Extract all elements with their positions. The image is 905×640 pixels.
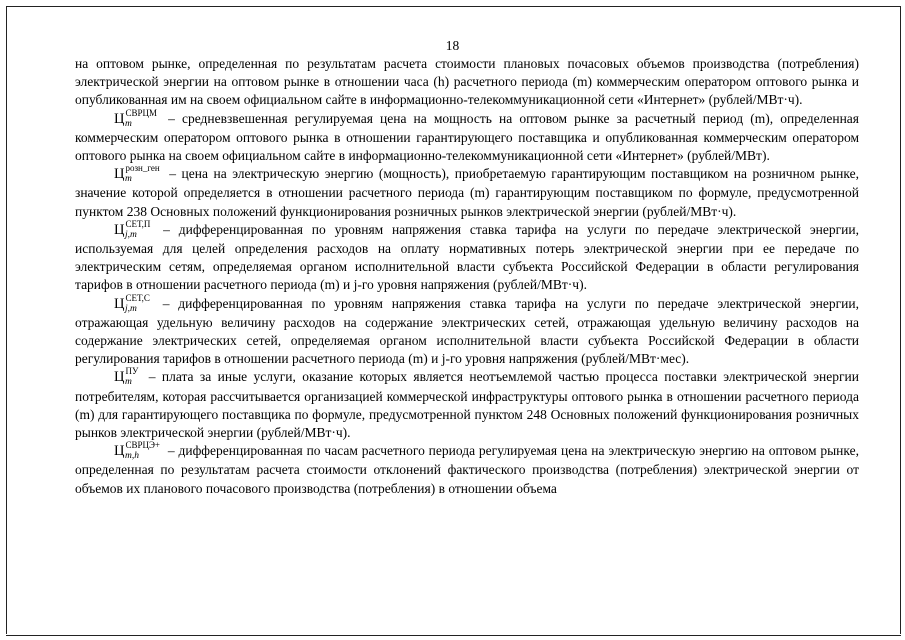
scan-border-right: [900, 6, 901, 634]
formula-symbol: [114, 218, 154, 240]
definition-text: – дифференцированная по уровням напряжения ставка тарифа на услуги по передаче электрической энергии, используемая для целей определения расходов на оплату нормативных потерь электрической энергии при ее передаче по электрическим сетям, определяемая органом исполнительной власти субъекта Российской Федерации в области регулирования тарифов в отношении расчетного периода (m) и j-го уровня напряжения (рублей/МВт·ч).: [75, 221, 859, 293]
symbol-base: Ц: [114, 110, 125, 127]
definition-text: – цена на электрическую энергию (мощность), приобретаемую гарантирующим поставщиком на розничном рынке, значение которой определяется в отношении расчетного периода (m) гарантирующим поставщиком по формуле, предусмотренной пунктом 238 Основных положений функционирования розничных рынков электрической энергии (рублей/МВт·ч).: [75, 166, 859, 219]
scan-border-top: [6, 6, 901, 7]
definition-svrcm: [75, 107, 859, 166]
symbol-base: Ц: [114, 221, 125, 238]
symbol-superscript: ПУ: [125, 366, 139, 377]
paragraph-text: на оптовом рынке, определенная по результатам расчета стоимости плановых почасовых объемов производства (потребления) электрической энергии на оптовом рынке в отношении часа (h) расчетного периода (m) коммерческим оператором оптового рынка и опубликованная им на своем официальном сайте в информационно-телекоммуникационной сети «Интернет» (рублей/МВт·ч).: [75, 56, 859, 108]
symbol-base: Ц: [114, 295, 125, 312]
definition-text: – дифференцированная по часам расчетного периода регулируемая цена на электрическую энергию на оптовом рынке, определенная по результатам расчета стоимости отклонений фактического производства (потребления) электрической энергии от объемов их планового почасового производства (потребления) в отношении объема: [75, 443, 859, 496]
symbol-subscript: j,m: [125, 229, 137, 240]
symbol-base: Ц: [114, 369, 125, 386]
symbol-superscript: СВРЦМ: [125, 107, 157, 118]
symbol-superscript: розн_ген: [125, 163, 160, 174]
symbol-superscript: СВРЦЭ+: [125, 440, 161, 451]
formula-symbol: [114, 165, 164, 184]
definition-set-s: [75, 292, 859, 369]
symbol-subscript: m: [125, 377, 132, 388]
symbol-base: Ц: [114, 166, 125, 183]
paragraph-continuation: [75, 55, 859, 110]
symbol-superscript: СЕТ,С: [125, 292, 150, 303]
definition-text: – средневзвешенная регулируемая цена на мощность на оптовом рынке за расчетный период (m), определенная коммерческим оператором оптового рынка в отношении гарантирующего поставщика и опубликованная коммерческим оператором оптового рынка на своем официальном сайте в информационно-телекоммуникационной сети «Интернет» (рублей/МВт).: [75, 110, 859, 164]
document-body: [75, 55, 859, 498]
formula-symbol: [114, 292, 154, 314]
definition-set-p: [75, 218, 859, 295]
symbol-subscript: j,m: [125, 303, 137, 314]
symbol-subscript: m,h: [125, 451, 139, 462]
symbol-superscript: СЕТ,П: [125, 218, 151, 229]
formula-symbol: [114, 368, 142, 387]
formula-symbol: [114, 442, 164, 461]
page-number: 18: [445, 38, 460, 53]
definition-pu: [75, 368, 859, 442]
symbol-subscript: m: [125, 118, 132, 129]
scan-border-bottom: [6, 635, 901, 636]
definition-rozn-gen: [75, 165, 859, 221]
symbol-base: Ц: [114, 443, 125, 460]
symbol-subscript: m: [125, 174, 132, 185]
formula-symbol: [114, 107, 161, 129]
definition-text: – плата за иные услуги, оказание которых является неотъемлемой частью процесса поставки электрической энергии потребителям, которая рассчитывается организацией коммерческой инфраструктуры оптового рынка в отношении расчетного периода (m) для гарантирующего поставщика по формуле, предусмотренной пунктом 248 Основных положений функционирования розничных рынков электрической энергии (рублей/МВт·ч).: [75, 369, 859, 441]
definition-svrce-plus: [75, 442, 859, 498]
scan-border-left: [6, 6, 7, 634]
definition-text: – дифференцированная по уровням напряжения ставка тарифа на услуги по передаче электрической энергии, отражающая удельную величину расходов на содержание электрических сетей, отражающая удельную величину расходов на содержание электрических сетей, определяемая органом исполнительной власти субъекта Российской Федерации в области регулирования тарифов в отношении расчетного периода (m) и j-го уровня напряжения (рублей/МВт·мес).: [75, 295, 859, 367]
